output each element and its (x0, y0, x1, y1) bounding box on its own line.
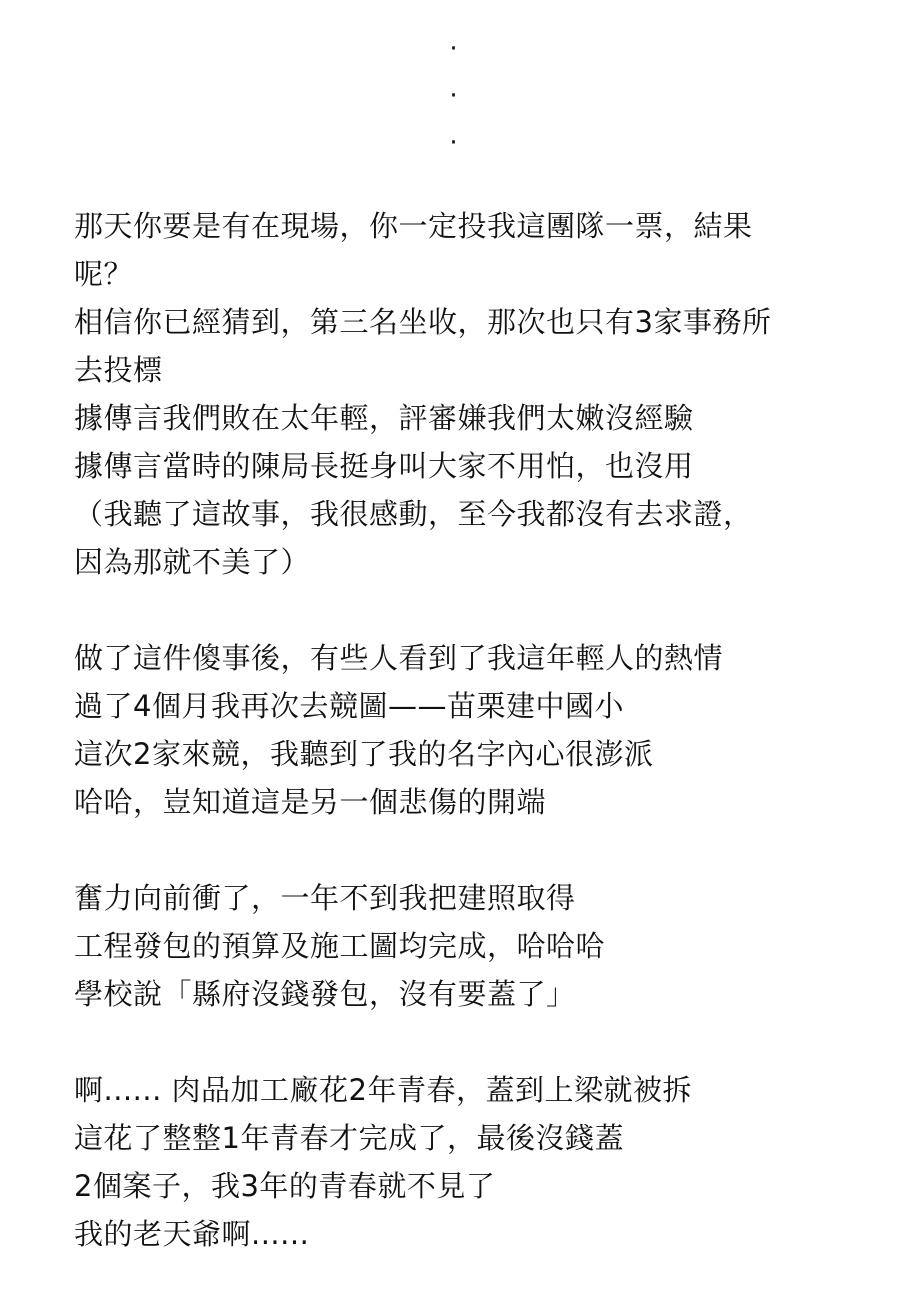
text-line: 啊...... 肉品加工廠花2年青春，蓋到上梁就被拆 (74, 1073, 692, 1107)
text-line: 據傳言當時的陳局長挺身叫大家不用怕，也沒用 (74, 449, 694, 483)
text-line: 因為那就不美了） (74, 545, 311, 579)
text-line: 這次2家來競，我聽到了我的名字內心很澎派 (74, 737, 654, 771)
text-line: 學校說「縣府沒錢發包，沒有要蓋了」 (74, 977, 576, 1011)
text-line: 過了4個月我再次去競圖——苗栗建中國小 (74, 689, 624, 723)
text-line: （我聽了這故事，我很感動，至今我都沒有去求證， (74, 497, 753, 531)
text-line: 呢？ (74, 257, 134, 291)
text-line: 相信你已經猜到，第三名坐收，那次也只有3家事務所 (74, 305, 772, 339)
text-line: 那天你要是有在現場，你一定投我這團隊一票，結果 (74, 209, 753, 243)
ellipsis-dot: · (449, 34, 458, 64)
ellipsis-dot: · (449, 128, 458, 158)
text-line: 2個案子，我3年的青春就不見了 (74, 1169, 496, 1203)
ellipsis-separator (0, 26, 907, 167)
article-body (74, 202, 874, 1258)
paragraph (74, 874, 874, 1018)
text-line: 去投標 (74, 353, 163, 387)
paragraph (74, 634, 874, 826)
text-line: 奮力向前衝了，一年不到我把建照取得 (74, 881, 576, 915)
paragraph (74, 202, 874, 586)
text-line: 我的老天爺啊...... (74, 1217, 310, 1251)
paragraph (74, 1066, 874, 1258)
text-line: 哈哈，豈知道這是另一個悲傷的開端 (74, 785, 547, 819)
text-line: 工程發包的預算及施工圖均完成，哈哈哈 (74, 929, 606, 963)
text-line: 這花了整整1年青春才完成了，最後沒錢蓋 (74, 1121, 624, 1155)
ellipsis-dot: · (449, 81, 458, 111)
text-line: 據傳言我們敗在太年輕，評審嫌我們太嫩沒經驗 (74, 401, 694, 435)
text-line: 做了這件傻事後，有些人看到了我這年輕人的熱情 (74, 641, 724, 675)
